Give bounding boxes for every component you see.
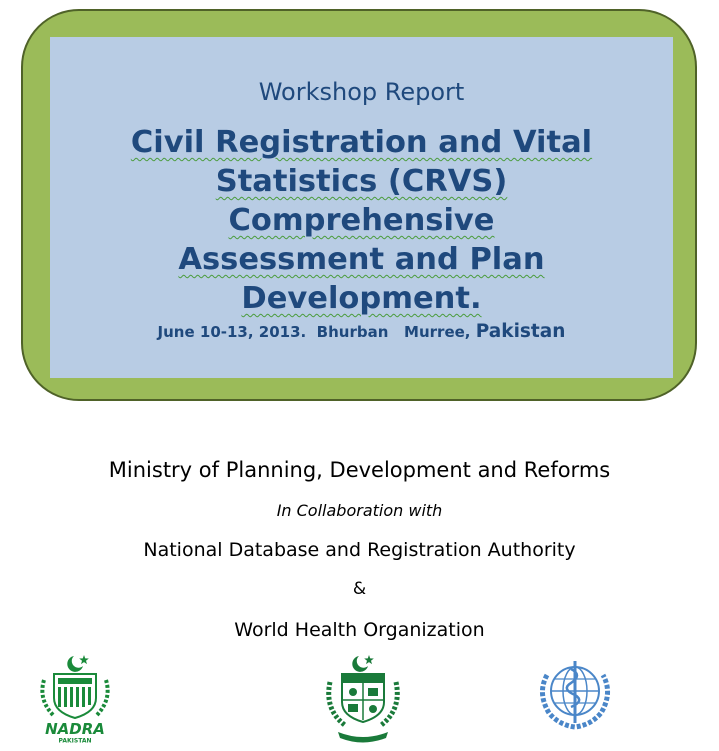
ampersand: &	[352, 579, 367, 599]
nadra-full-name: National Database and Registration Authority	[143, 539, 576, 561]
ministry-name: Ministry of Planning, Development and Reforms	[108, 458, 611, 482]
report-header-panel	[50, 37, 673, 378]
nadra-logo	[30, 652, 120, 744]
who-name: World Health Organization	[234, 619, 485, 641]
workshop-report-label: Workshop Report	[258, 78, 465, 106]
country-name: Pakistan	[475, 321, 566, 342]
nadra-subtitle: PAKISTAN	[58, 737, 92, 744]
report-title-line: Assessment and Plan	[178, 242, 545, 277]
who-logo	[533, 655, 617, 733]
report-title-line: Development.	[241, 281, 482, 316]
date-location-text: June 10-13, 2013. Bhurban Murree,	[157, 323, 476, 341]
state-emblem-logo	[318, 652, 408, 744]
collaboration-label: In Collaboration with	[276, 501, 443, 520]
report-title-line: Statistics (CRVS) Comprehensive	[215, 164, 508, 238]
report-title-line: Civil Registration and Vital	[130, 125, 593, 160]
nadra-wordmark: NADRA	[45, 720, 105, 738]
date-location	[50, 321, 673, 342]
report-title	[80, 123, 643, 318]
